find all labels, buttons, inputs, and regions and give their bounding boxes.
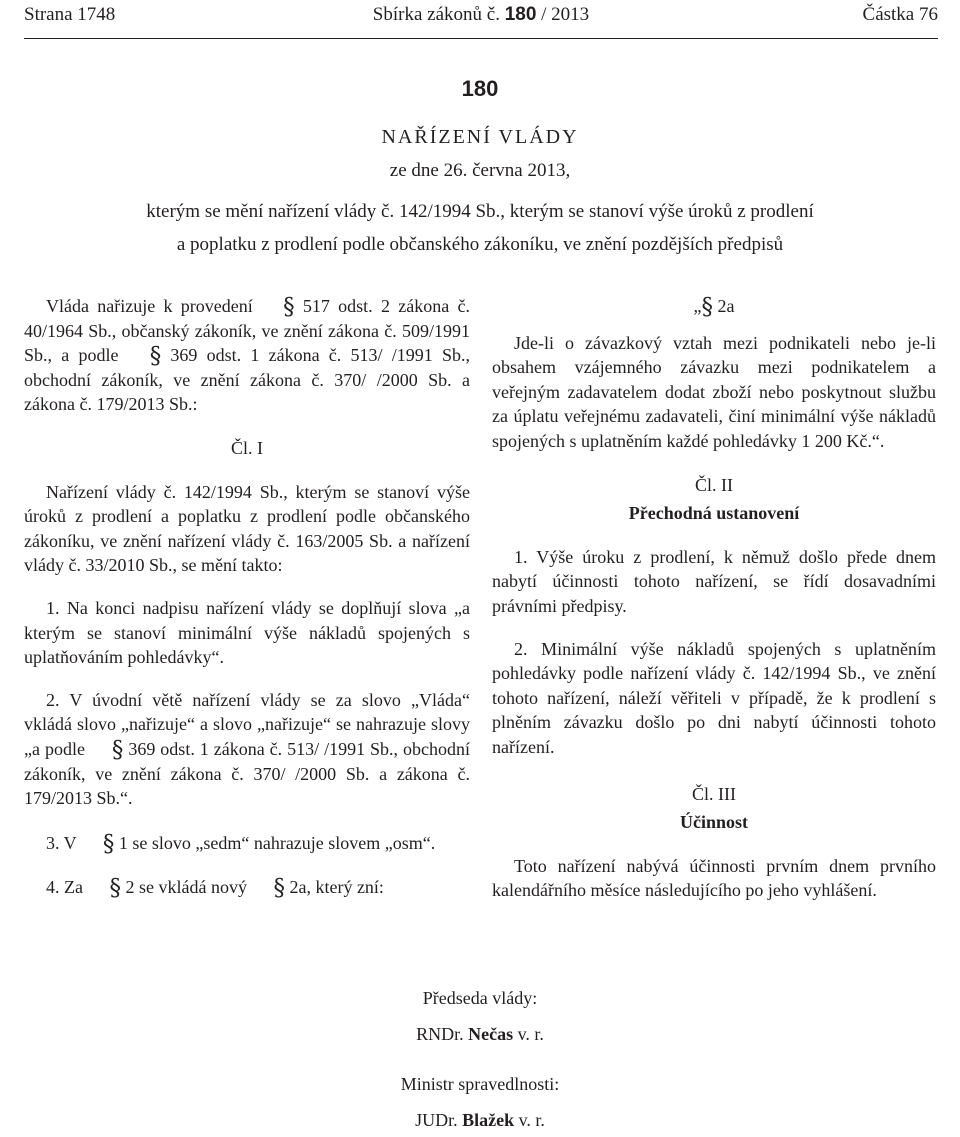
article-2-paragraph-2: 2. Minimální výše nákladů spojených s uplatněním pohledávky podle nařízení vlády č. 142/1994 Sb., ve znění tohoto nařízení, náleží věřiteli v případě, že k prodlení s plněním závazku došlo po dni nabytí účinnosti tohoto nařízení. [492,638,936,757]
article-1-text: Nařízení vlády č. 142/1994 Sb., kterým se stanoví výše úroků z prodlení a poplatku z prodlení podle občanského zákoníku, ve znění nařízení vlády č. 163/2005 Sb. a nařízení vlády č. 33/2010 Sb., se mění takto: [24,481,470,576]
part-number: Částka 76 [862,4,938,25]
section-sign-icon: § [149,343,162,370]
article-2-title: Přechodná ustanovení [628,503,800,524]
header-divider [24,38,938,39]
page-header [24,4,938,28]
article-1-heading: Čl. I [230,437,263,458]
section-sign-icon: § [701,294,713,320]
signature-prime-minister: RNDr. Nečas v. r. [416,1024,544,1044]
section-sign-icon: § [111,736,124,763]
page-number: Strana 1748 [24,4,116,25]
amendment-2: 2. V úvodní větě nařízení vlády se za slovo „Vláda“ vkládá slovo „nařizuje“ a slovo „nařizuje“ se nahrazuje slovy „a podle § 369 odst. 1 zákona č. 513/ /1991 Sb., obchodní zákoník, ve znění zákona č. 370/ /2000 Sb. a zákona č. 179/2013 Sb.“. [24,689,470,809]
signature-role-justice-minister: Ministr spravedlnosti: [400,1074,560,1094]
section-sign-icon: § [109,875,121,902]
regulation-type: NAŘÍZENÍ VLÁDY [381,126,579,148]
signature-justice-minister: JUDr. Blažek v. r. [415,1110,545,1130]
section-sign-icon: § [102,830,115,857]
regulation-date: ze dne 26. června 2013, [389,160,571,181]
article-3-title: Účinnost [679,812,748,833]
preamble: Vláda nařizuje k provedení § 517 odst. 2 zákona č. 40/1964 Sb., občanský zákoník, ve znění zákona č. 509/1991 Sb., a podle § 369 odst. 1 zákona č. 513/ /1991 Sb., obchodní zákoník, ve znění zákona č. 370/ /2000 Sb. a zákona č. 179/2013 Sb.: [24,294,470,415]
regulation-subject: kterým se mění nařízení vlády č. 142/1994 Sb., kterým se stanoví výše úroků z prodlení a poplatku z prodlení podle občanského zákoníku, ve znění pozdějších předpisů [146,201,814,255]
signature-role-prime-minister: Předseda vlády: [422,988,538,1008]
amendment-1: 1. Na konci nadpisu nařízení vlády se doplňují slova „a kterým se stanoví minimální výše nákladů spojených s uplatňováním pohledávky“. [24,597,470,668]
regulation-number: 180 [461,76,499,101]
right-column [492,294,936,903]
article-3-text: Toto nařízení nabývá účinnosti prvním dnem prvního kalendářního měsíce následujícího po jeho vyhlášení. [492,855,936,901]
section-sign-icon: § [283,294,295,320]
section-sign-icon: § [273,875,285,902]
amendment-3: 3. V § 1 se slovo „sedm“ nahrazuje slovem „osm“. [46,830,436,857]
article-3-heading: Čl. III [692,783,736,804]
inserted-section-text: Jde-li o závazkový vztah mezi podnikateli nebo je-li obsahem vzájemného závazku mezi podnikatelem a veřejným zadavatelem dodat zboží nebo poskytnout službu za úplatu veřejnému zadavateli, činí minimální výše nákladů spojených s uplatněním každé pohledávky 1 200 Kč.“. [492,332,936,451]
article-2-paragraph-1: 1. Výše úroku z prodlení, k němuž došlo přede dnem nabytí účinnosti tohoto nařízení, se řídí dosavadními právními předpisy. [492,546,936,616]
collection-title: Sbírka zákonů č. 180 / 2013 [372,4,590,25]
amendment-4: 4. Za § 2 se vkládá nový § 2a, který zní: [46,875,384,902]
article-2-heading: Čl. II [695,474,733,495]
left-column [24,294,470,900]
inserted-section-heading: „§ 2a [693,294,735,320]
